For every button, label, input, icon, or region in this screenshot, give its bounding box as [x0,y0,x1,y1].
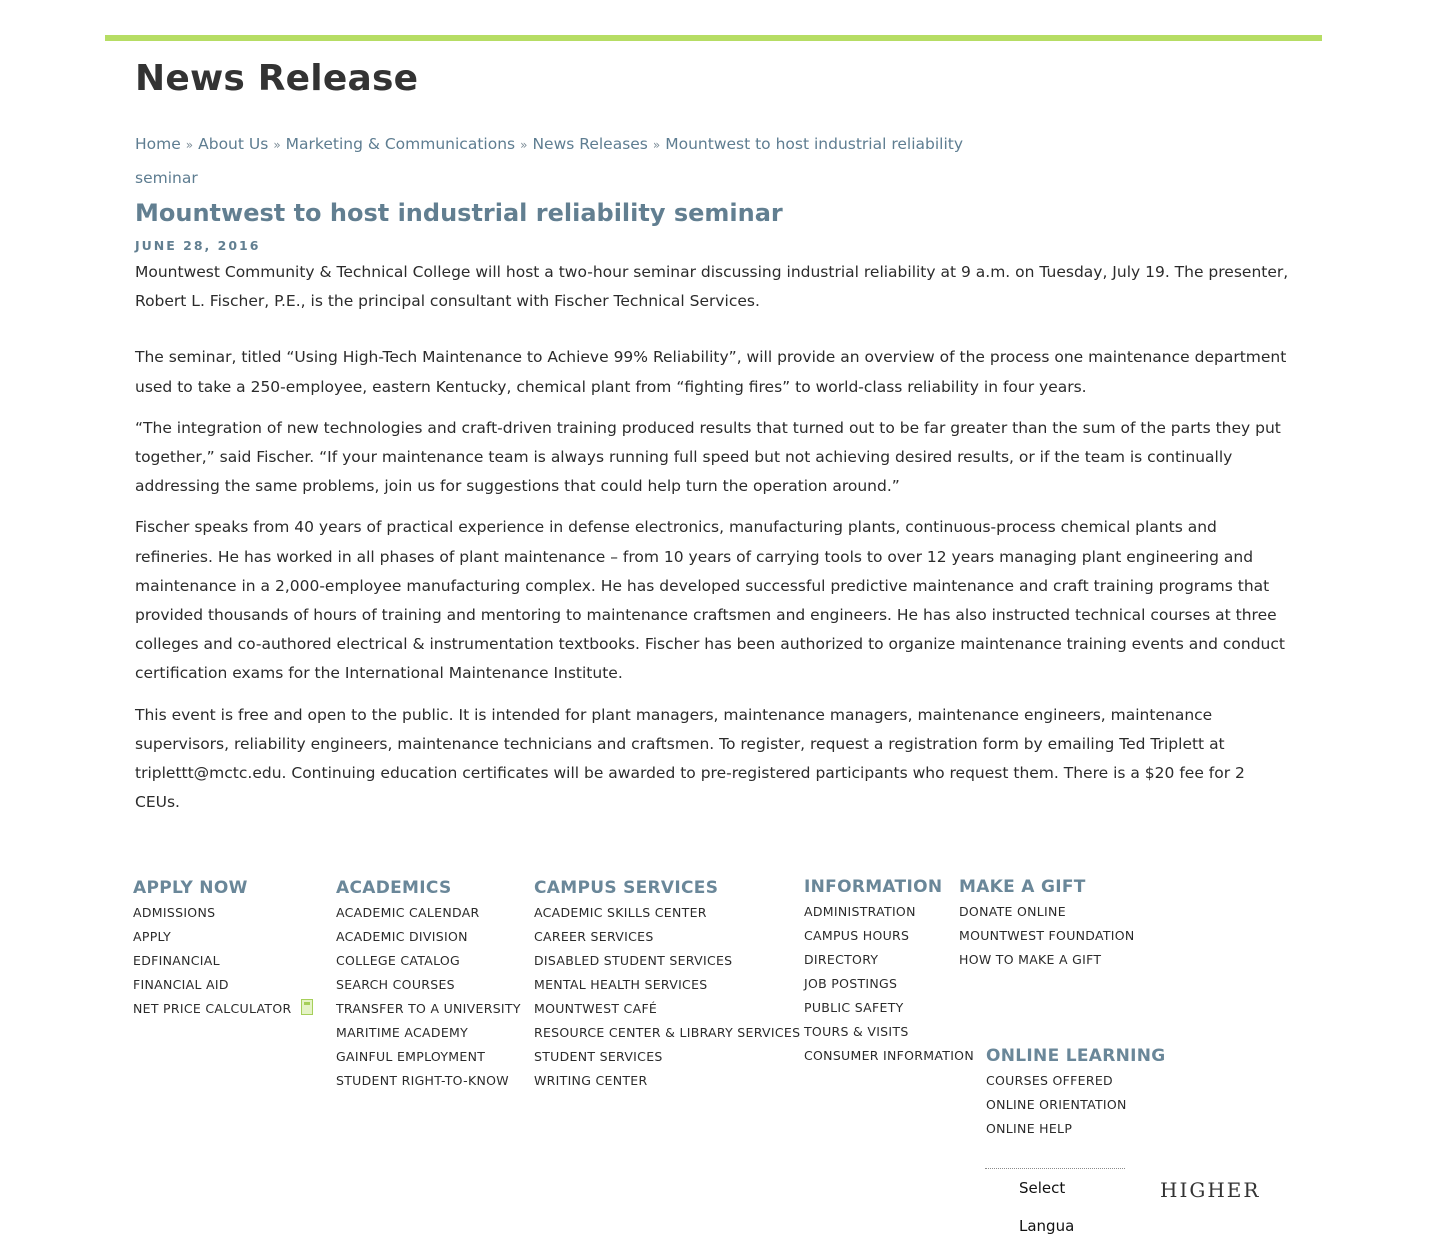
breadcrumb-current: Mountwest to host industrial reliability seminar [135,135,964,187]
footer-campus-services [534,876,800,1093]
article-title: Mountwest to host industrial reliability seminar [135,199,783,227]
footer-link-career-services[interactable]: CAREER SERVICES [534,929,654,944]
footer-link-financial-aid[interactable]: FINANCIAL AID [133,977,229,992]
footer-heading-academics[interactable]: ACADEMICS [336,878,452,898]
footer-link-tours-visits[interactable]: TOURS & VISITS [804,1024,909,1039]
breadcrumb-separator: » [185,138,194,152]
footer-link-how-to-make-a-gift[interactable]: HOW TO MAKE A GIFT [959,952,1102,967]
footer-link-disabled-student-services[interactable]: DISABLED STUDENT SERVICES [534,953,733,968]
footer-link-online-orientation[interactable]: ONLINE ORIENTATION [986,1097,1127,1112]
footer-heading-information[interactable]: INFORMATION [804,877,943,897]
article-paragraph: This event is free and open to the public. It is intended for plant managers, maintenance managers, maintenance engineers, maintenance supervisors, reliability engineers, maintenance technicians and craftsmen. To register, request a registration form by emailing Ted Triplett at triplettt@mctc.edu. Continuing education certificates will be awarded to pre-registered participants who request them. There is a $20 fee for 2 CEUs. [135,705,1245,812]
calculator-icon[interactable] [301,999,313,1015]
footer-link-college-catalog[interactable]: COLLEGE CATALOG [336,953,461,968]
article-paragraph: Fischer speaks from 40 years of practical experience in defense electronics, manufacturing plants, continuous-process chemical plants and refineries. He has worked in all phases of plant maintenance – from 10 years of carrying tools to over 12 years managing plant engineering and maintenance in a 2,000-employee manufacturing complex. He has developed successful predictive maintenance and craft training programs that provided thousands of hours of training and mentoring to maintenance craftsmen and engineers. He has also instructed technical courses at three colleges and co-authored electrical & instrumentation textbooks. Fischer has been authorized to organize maintenance training events and conduct certification exams for the International Maintenance Institute. [135,518,1285,683]
footer-link-mountwest-cafe[interactable]: MOUNTWEST CAFÉ [534,1001,658,1016]
higher-logo: HIGHER [1160,1178,1261,1202]
top-accent-bar [105,35,1322,41]
breadcrumb-separator: » [520,138,528,152]
article-paragraph: The seminar, titled “Using High-Tech Maintenance to Achieve 99% Reliability”, will provide an overview of the process one maintenance department used to take a 250-employee, eastern Kentucky, chemical plant from “fighting fires” to world-class reliability in four years. [135,348,1287,396]
footer-heading-campus-services[interactable]: CAMPUS SERVICES [534,878,719,898]
footer-apply-now [133,876,313,1021]
article-paragraph: “The integration of new technologies and craft-driven training produced results that turned out to be far greater than the sum of the parts they put together,” said Fischer. “If your maintenance team is always running full speed but not achieving desired results, or if the team is continually addressing the same problems, join us for suggestions that could help turn the operation around.” [135,418,1281,496]
breadcrumb-news-releases[interactable]: News Releases [532,135,648,153]
footer-academics [336,876,521,1093]
footer-link-public-safety[interactable]: PUBLIC SAFETY [804,1000,904,1015]
footer-link-academic-division[interactable]: ACADEMIC DIVISION [336,929,468,944]
footer-link-consumer-information[interactable]: CONSUMER INFORMATION [804,1048,974,1063]
footer-link-resource-center[interactable]: RESOURCE CENTER & LIBRARY SERVICES [534,1025,801,1040]
footer-link-directory[interactable]: DIRECTORY [804,952,879,967]
breadcrumb-marketing[interactable]: Marketing & Communications [285,135,516,153]
article-body [135,258,1290,829]
footer-link-academic-calendar[interactable]: ACADEMIC CALENDAR [336,905,480,920]
footer-heading-make-a-gift[interactable]: MAKE A GIFT [959,877,1086,897]
footer-online-learning [986,1044,1166,1141]
breadcrumb-home[interactable]: Home [135,135,181,153]
footer-link-student-right-to-know[interactable]: STUDENT RIGHT-TO-KNOW [336,1073,509,1088]
footer-link-courses-offered[interactable]: COURSES OFFERED [986,1073,1113,1088]
footer-net-price-row [133,997,313,1021]
footer-heading-apply-now[interactable]: APPLY NOW [133,878,248,898]
footer-link-search-courses[interactable]: SEARCH COURSES [336,977,455,992]
footer-link-online-help[interactable]: ONLINE HELP [986,1121,1073,1136]
article-date: JUNE 28, 2016 [135,238,261,253]
footer-link-apply[interactable]: APPLY [133,929,172,944]
footer-link-donate-online[interactable]: DONATE ONLINE [959,904,1066,919]
footer-link-job-postings[interactable]: JOB POSTINGS [804,976,898,991]
footer-link-campus-hours[interactable]: CAMPUS HOURS [804,928,910,943]
page-title: News Release [135,58,419,99]
footer-heading-online-learning[interactable]: ONLINE LEARNING [986,1046,1166,1066]
breadcrumb [135,128,965,195]
footer-link-maritime-academy[interactable]: MARITIME ACADEMY [336,1025,469,1040]
footer-link-mountwest-foundation[interactable]: MOUNTWEST FOUNDATION [959,928,1135,943]
footer-link-mental-health-services[interactable]: MENTAL HEALTH SERVICES [534,977,708,992]
footer-link-administration[interactable]: ADMINISTRATION [804,904,916,919]
footer-link-writing-center[interactable]: WRITING CENTER [534,1073,648,1088]
footer-make-a-gift [959,875,1135,972]
footer-link-admissions[interactable]: ADMISSIONS [133,905,216,920]
footer-information [804,875,974,1068]
breadcrumb-about-us[interactable]: About Us [198,135,269,153]
footer-link-academic-skills-center[interactable]: ACADEMIC SKILLS CENTER [534,905,707,920]
language-select[interactable]: Select Langua [985,1168,1125,1202]
footer-link-net-price-calculator[interactable]: NET PRICE CALCULATOR [133,1001,292,1016]
footer-link-gainful-employment[interactable]: GAINFUL EMPLOYMENT [336,1049,486,1064]
footer-link-transfer[interactable]: TRANSFER TO A UNIVERSITY [336,1001,521,1016]
article-paragraph: Mountwest Community & Technical College will host a two-hour seminar discussing industrial reliability at 9 a.m. on Tuesday, July 19. The presenter, Robert L. Fischer, P.E., is the principal consultant with Fischer Technical Services. [135,263,1289,311]
breadcrumb-separator: » [273,138,281,152]
footer-link-edfinancial[interactable]: EDFINANCIAL [133,953,220,968]
footer-link-student-services[interactable]: STUDENT SERVICES [534,1049,663,1064]
breadcrumb-separator: » [652,138,661,152]
